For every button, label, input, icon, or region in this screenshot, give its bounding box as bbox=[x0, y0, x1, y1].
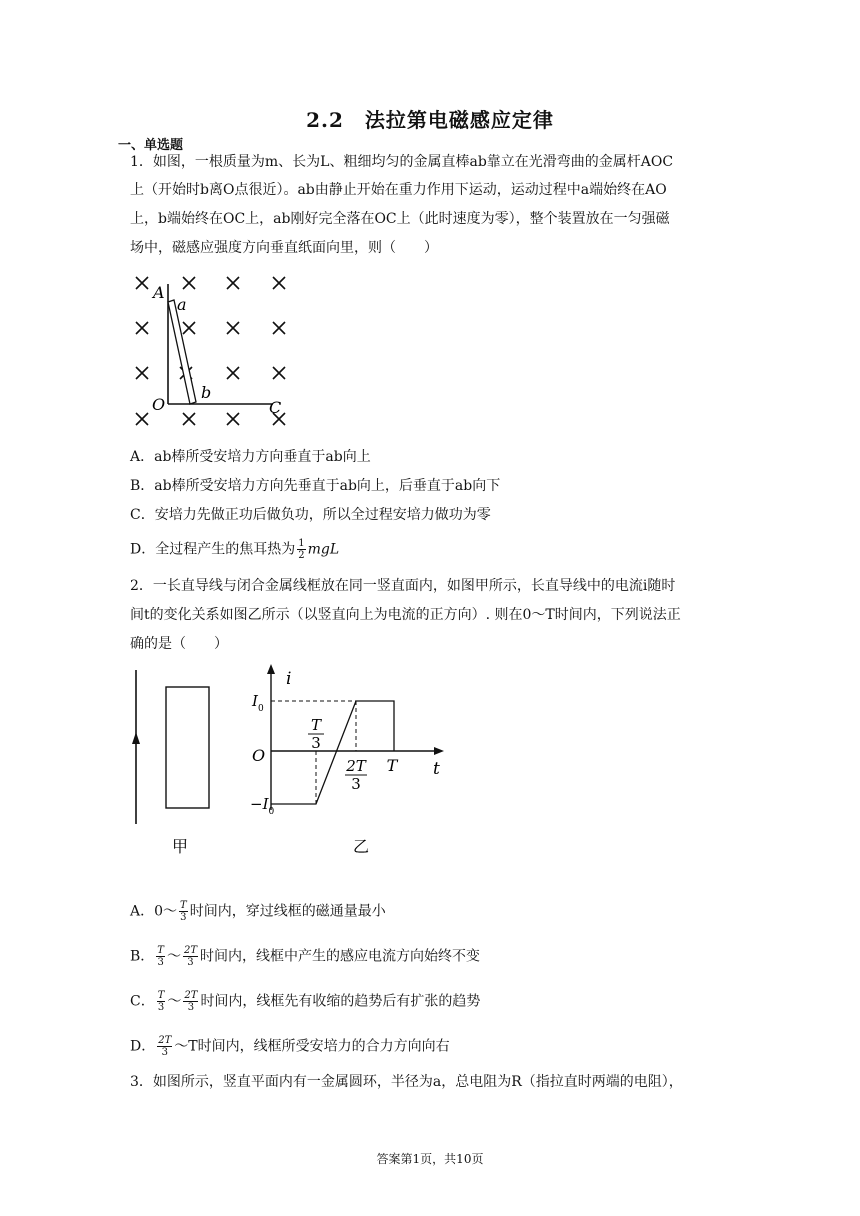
fraction-half: $\frac{1}{2}$ bbox=[298, 538, 305, 561]
label-T3-num: T bbox=[310, 716, 322, 734]
label-T3-den: 3 bbox=[311, 734, 321, 752]
q2-option-b: B． $\frac{T}{3}$ ～ $\frac{2T}{3}$ 时间内，线框中产生的感应电流方向始终不变 bbox=[130, 945, 481, 968]
figure-jia bbox=[125, 664, 225, 864]
label-A: A bbox=[153, 283, 165, 302]
q1-magnetic-field-figure bbox=[128, 268, 298, 434]
metal-bar-ab bbox=[168, 300, 196, 404]
current-waveform bbox=[271, 701, 394, 804]
label-T: T bbox=[386, 756, 398, 775]
current-arrow-icon bbox=[132, 732, 140, 744]
q2-line-1: 2．一长直导线与闭合金属线框放在同一竖直面内，如图甲所示，长直导线中的电流i随时 bbox=[130, 578, 676, 594]
label-2T3-num: 2T bbox=[346, 757, 366, 775]
q1-line-4: 场中，磁感应强度方向垂直纸面向里，则（ ） bbox=[130, 240, 438, 256]
label-neg-I0: $-I_0$ bbox=[250, 795, 275, 817]
label-jia: 甲 bbox=[172, 837, 189, 856]
label-t: t bbox=[433, 759, 440, 779]
figure-yi-current-graph bbox=[250, 660, 450, 860]
label-I0: $I_0$ bbox=[252, 692, 264, 714]
q3-line-1: 3．如图所示，竖直平面内有一金属圆环，半径为a，总电阻为R（指拉直时两端的电阻）， bbox=[130, 1074, 683, 1090]
label-i: i bbox=[286, 669, 292, 689]
label-a: a bbox=[177, 295, 187, 314]
label-origin: O bbox=[252, 746, 266, 765]
q2-line-2: 间t的变化关系如图乙所示（以竖直向上为电流的正方向）. 则在0～T时间内，下列说法正 bbox=[130, 607, 681, 623]
q1-line-1: 1．如图，一根质量为m、长为L、粗细均匀的金属直棒ab靠立在光滑弯曲的金属杆AOC bbox=[130, 154, 674, 170]
i-axis-arrow-icon bbox=[267, 664, 275, 674]
label-2T3-den: 3 bbox=[351, 775, 361, 793]
q1-line-2: 上（开始时b离O点很近）。ab由静止开始在重力作用下运动，运动过程中a端始终在AO bbox=[130, 182, 667, 198]
q1-option-a: A．ab棒所受安培力方向垂直于ab向上 bbox=[130, 449, 371, 465]
q1-line-3: 上，b端始终在OC上，ab刚好完全落在OC上（此时速度为零），整个装置放在一匀强磁 bbox=[130, 211, 670, 227]
q1-option-d: D．全过程产生的焦耳热为 $\frac{1}{2}$ mgL bbox=[130, 538, 340, 561]
t-axis-arrow-icon bbox=[434, 747, 444, 755]
q2-option-d: D． $\frac{2T}{3}$ ～T时间内，线框所受安培力的合力方向向右 bbox=[130, 1035, 450, 1058]
q1-option-b: B．ab棒所受安培力方向先垂直于ab向上，后垂直于ab向下 bbox=[130, 478, 501, 494]
label-O: O bbox=[152, 395, 166, 414]
page-footer: 答案第1页，共10页 bbox=[376, 1152, 484, 1166]
page-title: 2.2 法拉第电磁感应定律 bbox=[306, 108, 554, 132]
q2-option-a: A．0～ $\frac{T}{3}$ 时间内，穿过线框的磁通量最小 bbox=[130, 900, 386, 923]
q1-option-c: C．安培力先做正功后做负功，所以全过程安培力做功为零 bbox=[130, 507, 491, 523]
label-b: b bbox=[201, 383, 212, 402]
label-yi: 乙 bbox=[353, 837, 370, 856]
section-heading: 一、单选题 bbox=[118, 138, 184, 153]
q2-line-3: 确的是（ ） bbox=[130, 636, 228, 652]
label-C: C bbox=[269, 398, 282, 417]
closed-metal-frame bbox=[166, 687, 209, 808]
q2-option-c: C． $\frac{T}{3}$ ～ $\frac{2T}{3}$ 时间内，线框先有收缩的趋势后有扩张的趋势 bbox=[130, 990, 481, 1013]
